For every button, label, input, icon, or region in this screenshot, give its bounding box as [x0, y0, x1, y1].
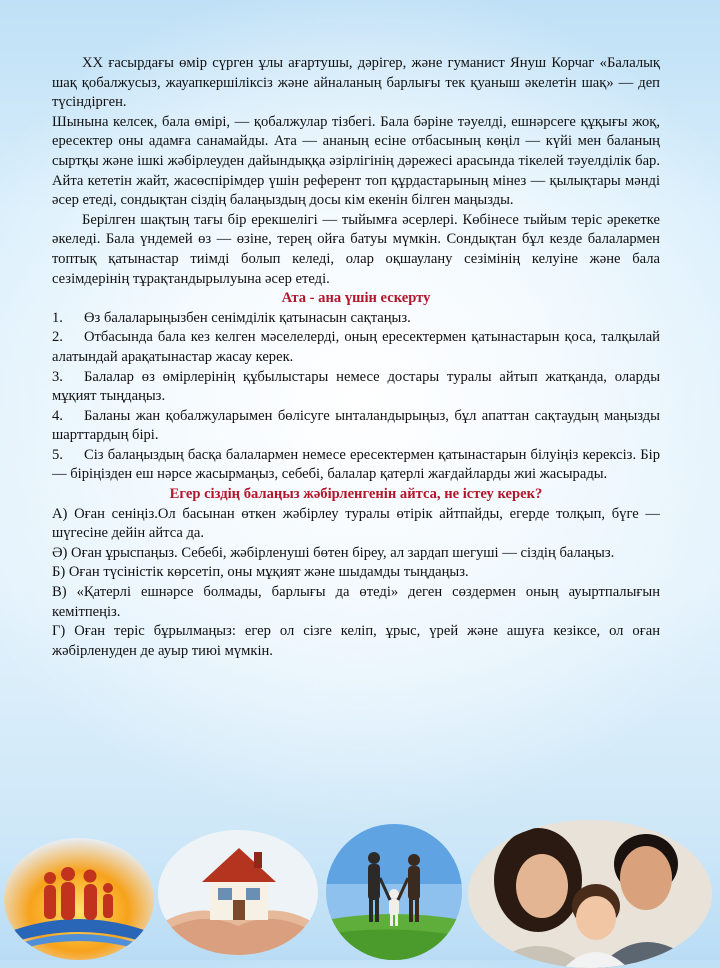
photo-strip: [0, 820, 720, 960]
list-item-text: Баланы жан қобалжуларымен бөлісуге ынталандырыңыз, бұл апаттан сақтаудың маңызды шарттардың бірі.: [52, 407, 660, 444]
list-item-number: 3.: [52, 368, 63, 385]
what-to-do-list: [52, 505, 660, 662]
section-heading-parents-note: Ата - ана үшін ескерту: [281, 290, 431, 307]
list-item: А) Оған сеніңіз.Ол басынан өткен жәбірлеу туралы өтірік айтпайды, егерде толқып, бүге — шүгесіне дейін айтса да.: [52, 505, 660, 542]
family-in-park-photo: [326, 824, 462, 960]
section-heading-what-to-do: Егер сіздің балаңыз жәбірленгенін айтса, не істеу керек?: [169, 486, 543, 503]
list-item-number: 4.: [52, 407, 63, 424]
parents-note-list: [52, 309, 660, 485]
list-item-text: Өз балаларыңызбен сенімділік қатынасын сақтаңыз.: [84, 309, 411, 326]
list-item: В) «Қатерлі ешнәрсе болмады, барлығы да өтеді» деген сөздермен оның ауыртпалығын кемітпеңіз.: [52, 584, 660, 620]
list-item: [52, 407, 660, 446]
list-item: Ә) Оған ұрыспаңыз. Себебі, жәбірленуші бөтен біреу, ал зардап шегуші — сіздің балаңыз.: [52, 544, 615, 561]
family-logo-photo: [4, 838, 154, 960]
intro-paragraph-3: Берілген шақтың тағы бір ерекшелігі — тыйымға әсерлері. Көбінесе тыйым теріс әрекетке әкеледі. Бала үндемей өз — өзіне, терең ойға батуы мүмкін. Сондықтан бұл кезде балалармен топтық қатынастар тиімді болып келеді, олар оқшаулану сезімінің келуіне және бала сезімдерінің тұрақтандырылуына әсер етеді.: [52, 211, 660, 287]
list-item: [52, 368, 660, 407]
list-item: Г) Оған теріс бұрылмаңыз: егер ол сізге келіп, ұрыс, үрей және ашуға кезіксе, ол оған жәбірленуден де ауыр тиюі мүмкін.: [52, 623, 660, 659]
list-item-number: 1.: [52, 309, 63, 326]
list-item-number: 2.: [52, 329, 63, 346]
intro-paragraph-1: XX ғасырдағы өмір сүрген ұлы ағартушы, дәрігер, және гуманист Януш Корчаг «Балалық шақ қобалжусыз, жауапкершіліксіз және айналаның барлығы тек қуаныш әкелетін шақ» — деп түсіндірген.: [52, 55, 660, 111]
list-item-number: 5.: [52, 446, 63, 463]
list-item-text: Сіз балаңыздың басқа балалармен немесе ересектермен қатынастарын білуіңіз керексіз. Бір — біріңізден еш нәрсе жасырмаңыз, себебі, балалар қатерлі жағдайларды жиі жасырады.: [52, 446, 660, 483]
intro-paragraph-2: Шынына келсек, бала өмірі, — қобалжулар тізбегі. Бала бәріне тәуелді, ешнәрсеге құқығы жоқ, ересектер оны адамға санамайды. Ата — ананың есіне отбасының көңіл — күйі мен баланың сыртқы және ішкі жәбірлеуден дайындыққа әзірлігінің дәрежесі арасында тікелей тәуелділік бар. Айта кететін жайт, жасөспірімдер үшін референт топ құрдастарының мінез — қылықтары мәнді әсер етеді, сондықтан сіздің балаңыздың досы кім екенін білген маңызды.: [52, 113, 660, 209]
list-item-text: Отбасында бала кез келген мәселелерді, оның ересектермен қатынастарын қоса, талқылай алатындай арақатынастар жасау керек.: [52, 329, 660, 365]
list-item: [52, 328, 660, 367]
house-in-hands-photo: [158, 830, 318, 955]
list-item: [52, 446, 660, 485]
list-item: Б) Оған түсіністік көрсетіп, оны мұқият және шыдамды тыңдаңыз.: [52, 564, 469, 581]
document-text: [52, 54, 660, 661]
list-item-text: Балалар өз өмірлерінің құбылыстары немесе достары туралы айтып жатқанда, оларды мұқият тыңдаңыз.: [52, 368, 660, 405]
family-portrait-photo: [468, 820, 712, 968]
list-item: [52, 309, 660, 329]
